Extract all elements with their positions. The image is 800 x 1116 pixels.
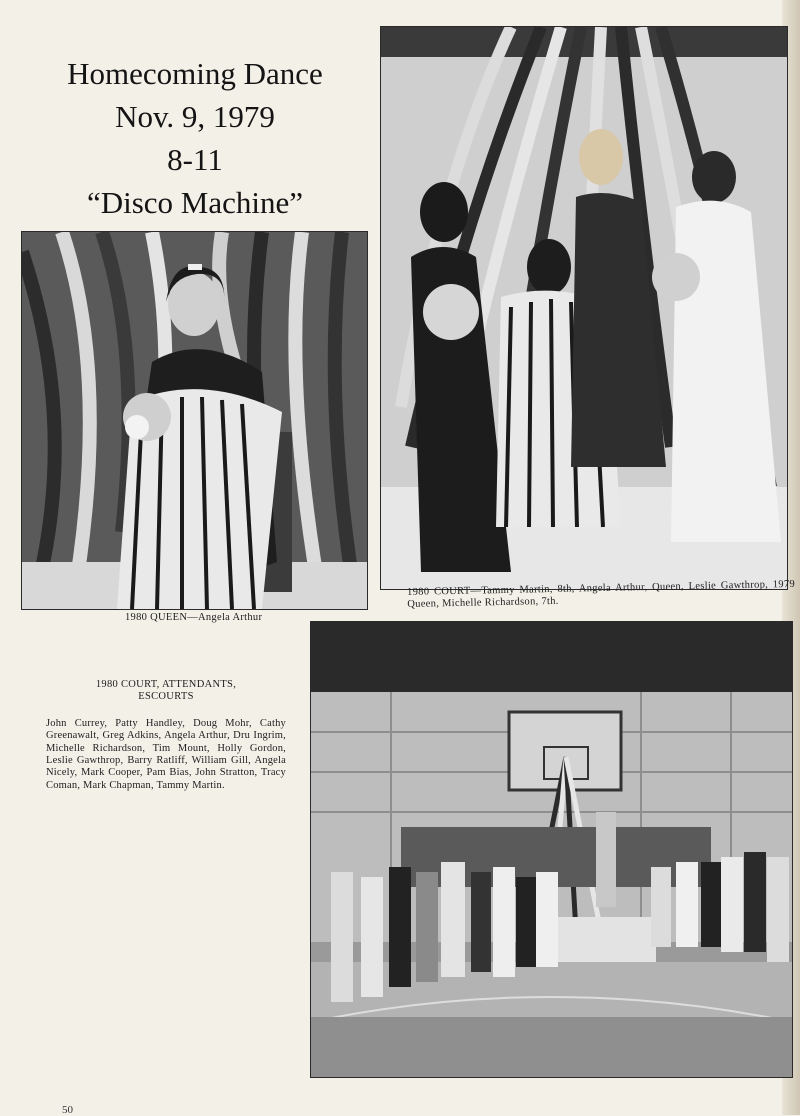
gym-photo xyxy=(311,622,792,1077)
court-list-heading-line: ESCOURTS xyxy=(138,691,194,703)
court-photo-caption: 1980 COURT—Tammy Martin, 8th, Angela Arthur, Queen, Leslie Gawthrop, 1979 Queen, Michelle Richardson, 7th. xyxy=(407,578,796,610)
title-line-date: Nov. 9, 1979 xyxy=(115,99,275,134)
court-list-names: John Currey, Patty Handley, Doug Mohr, Cathy Greenawalt, Greg Adkins, Angela Arthur, Dru Ingrim, Michelle Richardson, Tim Mount, Holly Gordon, Leslie Gawthrop, Barry Ratliff, William Gill, Angela Nicely, Mark Cooper, Pam Bias, John Stratton, Tracy Coman, Mark Chapman, Tammy Martin. xyxy=(46,717,286,791)
title-line-time: 8-11 xyxy=(167,142,223,177)
page-number: 50 xyxy=(62,1104,73,1116)
court-list xyxy=(46,679,286,792)
page-title xyxy=(20,52,370,224)
title-line-event: Homecoming Dance xyxy=(67,56,323,91)
queen-photo xyxy=(22,232,367,609)
court-list-heading xyxy=(46,679,286,704)
court-photo xyxy=(381,27,787,589)
queen-photo-caption: 1980 QUEEN—Angela Arthur xyxy=(125,612,263,623)
title-line-theme: “Disco Machine” xyxy=(86,185,304,220)
court-list-heading-line: 1980 COURT, ATTENDANTS, xyxy=(95,679,237,690)
